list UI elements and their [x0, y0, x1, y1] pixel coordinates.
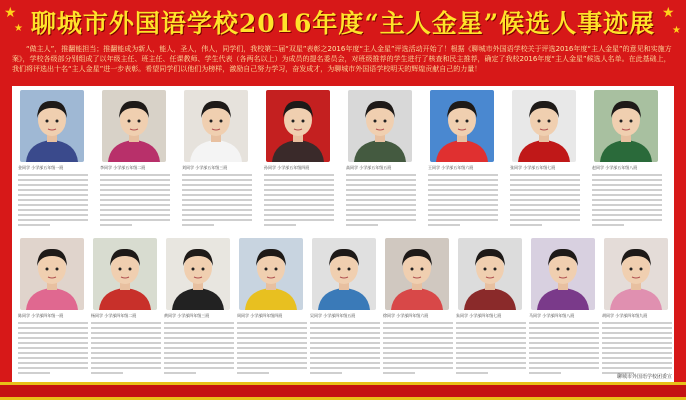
- text-line: [602, 342, 672, 344]
- candidate-description: [510, 174, 580, 229]
- text-line: [529, 327, 599, 329]
- text-line: [164, 337, 234, 339]
- text-line: [602, 337, 672, 339]
- text-line: [264, 184, 334, 186]
- candidate-description: [456, 322, 526, 377]
- text-line: [310, 332, 380, 334]
- text-line: [182, 189, 252, 191]
- candidate-description: [100, 174, 170, 229]
- candidate-description: [592, 174, 662, 229]
- text-line: [18, 204, 88, 206]
- text-line: [428, 214, 498, 216]
- text-line: [428, 189, 498, 191]
- text-line: [310, 327, 380, 329]
- text-line: [529, 322, 599, 324]
- text-line: [602, 367, 672, 369]
- text-line: [346, 194, 416, 196]
- text-line: [164, 372, 196, 374]
- candidate-photo: [166, 238, 230, 310]
- text-line: [237, 372, 269, 374]
- star-icon: ★: [4, 5, 17, 21]
- text-line: [237, 347, 307, 349]
- text-line: [346, 199, 416, 201]
- text-line: [264, 219, 334, 221]
- candidate-caption: 吴同学 小学部四年级五班: [310, 313, 356, 318]
- text-line: [18, 342, 88, 344]
- text-line: [264, 194, 334, 196]
- candidate-description: [346, 174, 416, 229]
- text-line: [383, 372, 415, 374]
- text-line: [383, 327, 453, 329]
- text-line: [182, 209, 252, 211]
- text-line: [164, 362, 234, 364]
- text-line: [164, 342, 234, 344]
- bottom-decor-inner: [0, 385, 686, 397]
- text-line: [592, 224, 624, 226]
- candidate-caption: 王同学 小学部五年级六班: [428, 165, 474, 170]
- text-line: [456, 352, 526, 354]
- text-line: [428, 194, 498, 196]
- text-line: [310, 342, 380, 344]
- text-line: [510, 184, 580, 186]
- text-line: [237, 367, 307, 369]
- text-line: [264, 209, 334, 211]
- text-line: [100, 194, 170, 196]
- text-line: [18, 214, 88, 216]
- text-line: [18, 322, 88, 324]
- text-line: [164, 332, 234, 334]
- candidate-photo: [266, 90, 330, 162]
- text-line: [100, 219, 170, 221]
- candidate-caption: 黄同学 小学部四年级三班: [164, 313, 210, 318]
- text-line: [529, 347, 599, 349]
- text-line: [510, 189, 580, 191]
- text-line: [529, 357, 599, 359]
- candidate-card: [14, 86, 90, 232]
- candidate-description: [428, 174, 498, 229]
- candidate-photo: [184, 90, 248, 162]
- text-line: [182, 224, 214, 226]
- bottom-decor-bar: [0, 382, 686, 400]
- text-line: [18, 347, 88, 349]
- text-line: [91, 347, 161, 349]
- text-line: [346, 214, 416, 216]
- candidate-caption: 胡同学 小学部四年级九班: [602, 313, 648, 318]
- text-line: [264, 204, 334, 206]
- candidate-card: [260, 86, 336, 232]
- text-line: [428, 204, 498, 206]
- text-line: [456, 367, 526, 369]
- text-line: [182, 199, 252, 201]
- text-line: [18, 372, 50, 374]
- text-line: [428, 209, 498, 211]
- text-line: [456, 342, 526, 344]
- text-line: [182, 204, 252, 206]
- text-line: [592, 189, 662, 191]
- text-line: [264, 179, 334, 181]
- text-line: [428, 174, 498, 176]
- text-line: [602, 327, 672, 329]
- text-line: [237, 357, 307, 359]
- text-line: [602, 362, 672, 364]
- text-line: [18, 224, 50, 226]
- candidate-caption: 赵同学 小学部五年级八班: [592, 165, 638, 170]
- candidate-card: [598, 234, 674, 380]
- text-line: [529, 337, 599, 339]
- text-line: [18, 357, 88, 359]
- text-line: [91, 332, 161, 334]
- text-line: [346, 224, 378, 226]
- candidate-photo: [20, 90, 84, 162]
- text-line: [346, 189, 416, 191]
- text-line: [100, 179, 170, 181]
- text-line: [18, 327, 88, 329]
- candidate-caption: 周同学 小学部四年级四班: [237, 313, 283, 318]
- text-line: [310, 357, 380, 359]
- text-line: [529, 342, 599, 344]
- text-line: [510, 199, 580, 201]
- text-line: [18, 184, 88, 186]
- candidate-caption: 朱同学 小学部四年级七班: [456, 313, 502, 318]
- text-line: [91, 322, 161, 324]
- text-line: [456, 357, 526, 359]
- candidate-row-1: [12, 86, 674, 234]
- candidates-panel: [12, 86, 674, 382]
- text-line: [310, 322, 380, 324]
- text-line: [18, 219, 88, 221]
- candidate-photo: [93, 238, 157, 310]
- candidate-card: [424, 86, 500, 232]
- text-line: [237, 332, 307, 334]
- text-line: [592, 179, 662, 181]
- candidate-caption: 陈同学 小学部四年级一班: [18, 313, 64, 318]
- candidate-photo: [594, 90, 658, 162]
- text-line: [182, 194, 252, 196]
- text-line: [164, 322, 234, 324]
- text-line: [237, 322, 307, 324]
- candidate-description: [264, 174, 334, 229]
- text-line: [182, 214, 252, 216]
- text-line: [91, 372, 123, 374]
- text-line: [182, 184, 252, 186]
- text-line: [100, 224, 132, 226]
- text-line: [456, 362, 526, 364]
- text-line: [383, 357, 453, 359]
- candidate-card: [233, 234, 309, 380]
- candidate-description: [182, 174, 252, 229]
- text-line: [91, 362, 161, 364]
- text-line: [592, 199, 662, 201]
- candidate-photo: [512, 90, 576, 162]
- text-line: [602, 352, 672, 354]
- text-line: [100, 204, 170, 206]
- text-line: [510, 224, 542, 226]
- candidate-photo: [531, 238, 595, 310]
- text-line: [310, 362, 380, 364]
- text-line: [182, 179, 252, 181]
- text-line: [310, 337, 380, 339]
- candidate-caption: 杨同学 小学部四年级二班: [91, 313, 137, 318]
- candidate-card: [506, 86, 582, 232]
- candidate-caption: 刘同学 小学部五年级三班: [182, 165, 228, 170]
- candidate-photo: [102, 90, 166, 162]
- text-line: [100, 189, 170, 191]
- candidate-card: [588, 86, 664, 232]
- intro-text: “做主人”，推翻能担当；推翻能成为新人，能人，圣人，伟人，同学们，我校第二届“双星”表彰之2016年度“主人金星”评选活动开始了！根据《聊城市外国语学校关于评选2016年度“主人金星”的意见和实施方案》，学校各级部分别组成了以年级主任、班主任、任课教师、学生代表（各两名以上）为成员的提名委员会，对班级推荐的学生进行了核查和民主推荐，确定了我校2016年度“主人金星”候选人名单。在此基础上，我们将评选出十名“主人金星”进一步表彰。希望同学们以他们为榜样，激励自己努力学习，奋发成才，为聊城市外国语学校明天的辉煌贡献自己的力量！: [12, 45, 672, 73]
- candidate-row-2: [12, 234, 674, 382]
- text-line: [100, 209, 170, 211]
- text-line: [346, 184, 416, 186]
- text-line: [100, 199, 170, 201]
- text-line: [592, 204, 662, 206]
- text-line: [264, 189, 334, 191]
- text-line: [383, 362, 453, 364]
- candidate-card: [452, 234, 528, 380]
- text-line: [428, 179, 498, 181]
- text-line: [383, 342, 453, 344]
- text-line: [18, 352, 88, 354]
- text-line: [91, 352, 161, 354]
- text-line: [592, 209, 662, 211]
- candidate-photo: [458, 238, 522, 310]
- text-line: [18, 189, 88, 191]
- candidate-description: [91, 322, 161, 377]
- text-line: [510, 194, 580, 196]
- text-line: [100, 214, 170, 216]
- candidate-card: [306, 234, 382, 380]
- text-line: [510, 209, 580, 211]
- text-line: [310, 372, 342, 374]
- text-line: [510, 219, 580, 221]
- text-line: [428, 224, 460, 226]
- text-line: [602, 322, 672, 324]
- text-line: [237, 342, 307, 344]
- text-line: [602, 347, 672, 349]
- text-line: [383, 337, 453, 339]
- candidate-card: [342, 86, 418, 232]
- text-line: [602, 332, 672, 334]
- footer-credit: 聊城市外国语学校团委宣: [616, 374, 672, 380]
- text-line: [264, 199, 334, 201]
- text-line: [310, 347, 380, 349]
- text-line: [510, 179, 580, 181]
- text-line: [510, 174, 580, 176]
- page-title: 聊城市外国语学校2016年度“主人金星”候选人事迹展: [30, 9, 656, 38]
- text-line: [428, 219, 498, 221]
- candidate-photo: [385, 238, 449, 310]
- text-line: [164, 352, 234, 354]
- text-line: [456, 327, 526, 329]
- candidate-card: [14, 234, 90, 380]
- text-line: [602, 357, 672, 359]
- text-line: [383, 352, 453, 354]
- text-line: [264, 224, 296, 226]
- text-line: [18, 332, 88, 334]
- candidate-card: [160, 234, 236, 380]
- text-line: [383, 322, 453, 324]
- candidate-photo: [348, 90, 412, 162]
- candidate-photo: [604, 238, 668, 310]
- candidate-photo: [239, 238, 303, 310]
- text-line: [18, 179, 88, 181]
- candidate-photo: [20, 238, 84, 310]
- text-line: [383, 367, 453, 369]
- text-line: [18, 199, 88, 201]
- text-line: [164, 327, 234, 329]
- text-line: [510, 214, 580, 216]
- candidate-card: [525, 234, 601, 380]
- candidate-description: [164, 322, 234, 377]
- candidate-description: [18, 174, 88, 229]
- text-line: [592, 184, 662, 186]
- candidate-caption: 徐同学 小学部四年级六班: [383, 313, 429, 318]
- text-line: [18, 174, 88, 176]
- text-line: [510, 204, 580, 206]
- text-line: [91, 357, 161, 359]
- text-line: [18, 194, 88, 196]
- text-line: [383, 347, 453, 349]
- text-line: [456, 322, 526, 324]
- text-line: [346, 209, 416, 211]
- text-line: [264, 174, 334, 176]
- text-line: [100, 174, 170, 176]
- candidate-photo: [430, 90, 494, 162]
- text-line: [182, 219, 252, 221]
- candidate-card: [178, 86, 254, 232]
- text-line: [91, 337, 161, 339]
- text-line: [592, 194, 662, 196]
- candidate-caption: 高同学 小学部五年级五班: [346, 165, 392, 170]
- candidate-caption: 张同学 小学部五年级七班: [510, 165, 556, 170]
- candidate-description: [529, 322, 599, 377]
- candidate-description: [602, 322, 672, 377]
- text-line: [91, 367, 161, 369]
- candidate-caption: 马同学 小学部四年级八班: [529, 313, 575, 318]
- text-line: [529, 352, 599, 354]
- text-line: [456, 332, 526, 334]
- text-line: [346, 174, 416, 176]
- candidate-card: [96, 86, 172, 232]
- text-line: [529, 367, 599, 369]
- text-line: [428, 199, 498, 201]
- text-line: [18, 209, 88, 211]
- text-line: [592, 219, 662, 221]
- candidate-description: [383, 322, 453, 377]
- text-line: [91, 327, 161, 329]
- text-line: [237, 352, 307, 354]
- candidate-description: [18, 322, 88, 377]
- text-line: [346, 179, 416, 181]
- text-line: [529, 332, 599, 334]
- candidate-caption: 金同学 小学部五年级一班: [18, 165, 64, 170]
- candidate-caption: 孙同学 小学部五年级四班: [264, 165, 310, 170]
- text-line: [529, 372, 561, 374]
- text-line: [237, 337, 307, 339]
- text-line: [592, 174, 662, 176]
- text-line: [182, 174, 252, 176]
- text-line: [264, 214, 334, 216]
- star-icon: ★: [672, 25, 681, 36]
- text-line: [428, 184, 498, 186]
- candidate-caption: 李同学 小学部五年级二班: [100, 165, 146, 170]
- text-line: [18, 337, 88, 339]
- text-line: [100, 184, 170, 186]
- text-line: [164, 347, 234, 349]
- text-line: [456, 337, 526, 339]
- text-line: [346, 204, 416, 206]
- star-icon: ★: [14, 23, 23, 34]
- text-line: [164, 357, 234, 359]
- candidate-card: [379, 234, 455, 380]
- text-line: [237, 362, 307, 364]
- text-line: [456, 372, 488, 374]
- candidate-description: [237, 322, 307, 377]
- text-line: [164, 367, 234, 369]
- candidate-photo: [312, 238, 376, 310]
- text-line: [592, 214, 662, 216]
- text-line: [310, 367, 380, 369]
- candidate-description: [310, 322, 380, 377]
- text-line: [456, 347, 526, 349]
- star-icon: ★: [662, 5, 675, 21]
- text-line: [237, 327, 307, 329]
- candidate-card: [87, 234, 163, 380]
- text-line: [529, 362, 599, 364]
- text-line: [383, 332, 453, 334]
- text-line: [310, 352, 380, 354]
- text-line: [346, 219, 416, 221]
- text-line: [18, 362, 88, 364]
- text-line: [18, 367, 88, 369]
- text-line: [91, 342, 161, 344]
